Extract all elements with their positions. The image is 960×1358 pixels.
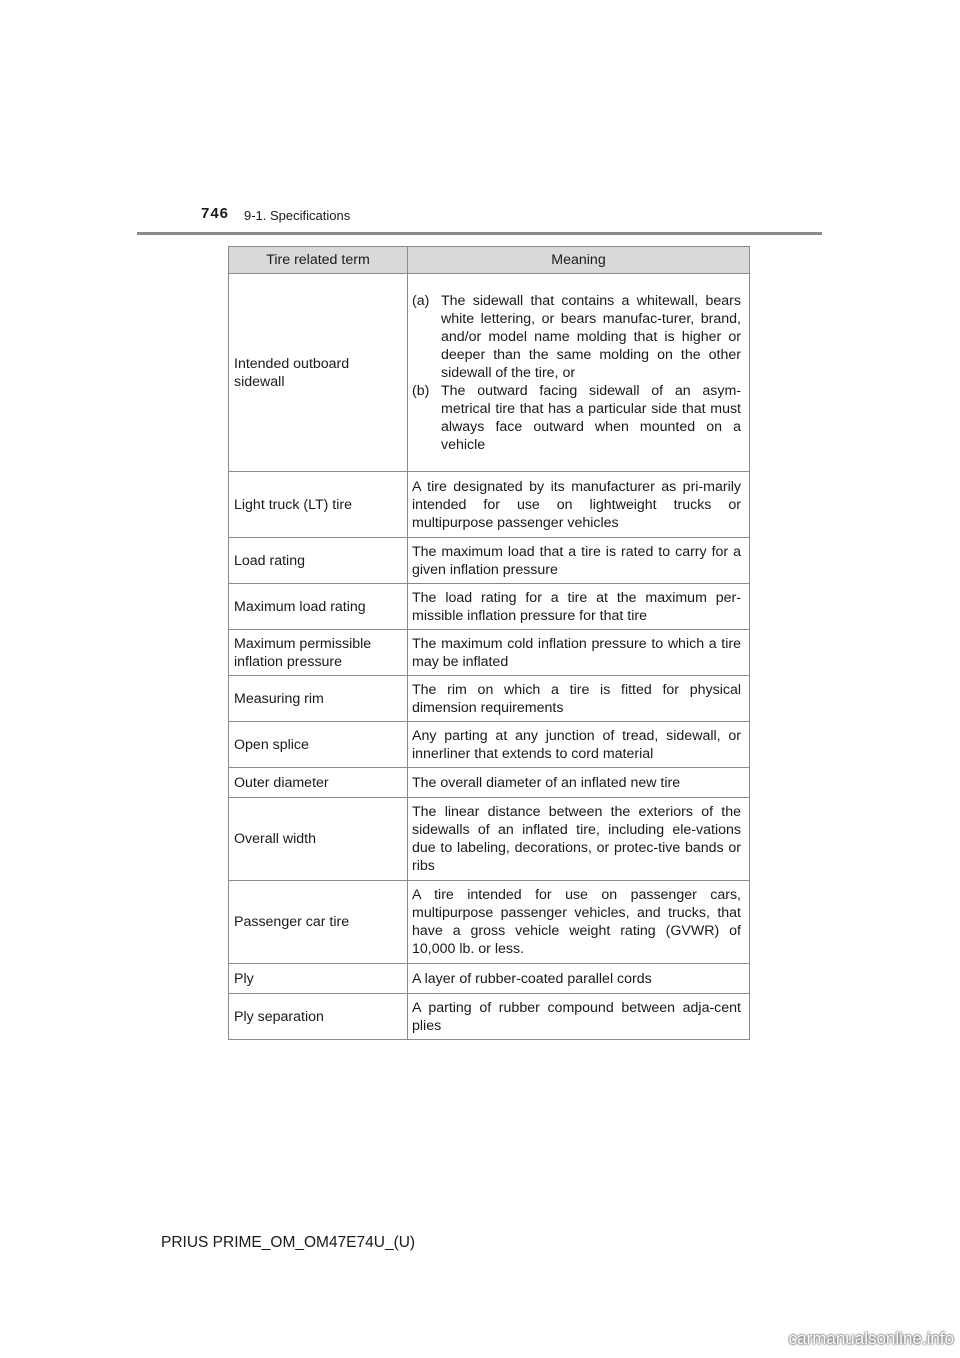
table-row: [229, 768, 750, 798]
meaning-cell: The linear distance between the exteriors of the sidewalls of an inflated tire, including ele-vations due to labeling, decorations, or protec-tive bands or ribs: [408, 798, 750, 881]
header-divider: [137, 232, 822, 235]
term-cell: Light truck (LT) tire: [229, 472, 408, 538]
table-row: [229, 994, 750, 1040]
list-marker: (b): [412, 382, 430, 399]
meaning-cell: The overall diameter of an inflated new tire: [408, 768, 750, 798]
meaning-cell: The load rating for a tire at the maximum per-missible inflation pressure for that tire: [408, 584, 750, 630]
table-row: [229, 676, 750, 722]
list-marker: (a): [412, 292, 430, 309]
page-number: 746: [201, 205, 230, 222]
meaning-cell: A tire designated by its manufacturer as pri-marily intended for use on lightweight trucks or multipurpose passenger vehicles: [408, 472, 750, 538]
term-cell: Measuring rim: [229, 676, 408, 722]
watermark: carmanualsonline.info: [788, 1329, 954, 1348]
list-item: [412, 292, 741, 382]
term-cell: Passenger car tire: [229, 881, 408, 964]
meaning-cell: [408, 274, 750, 472]
tire-terms-table: [228, 246, 750, 1040]
table-row: [229, 881, 750, 964]
meaning-cell: The maximum load that a tire is rated to carry for a given inflation pressure: [408, 538, 750, 584]
list-item: [412, 382, 741, 454]
term-cell: Open splice: [229, 722, 408, 768]
term-cell: Intended outboard sidewall: [229, 274, 408, 472]
table-row: [229, 964, 750, 994]
table-row: [229, 722, 750, 768]
column-header-term: Tire related term: [229, 247, 408, 274]
table-row: [229, 630, 750, 676]
term-cell: Ply separation: [229, 994, 408, 1040]
meaning-cell: A parting of rubber compound between adja-cent plies: [408, 994, 750, 1040]
table-row: [229, 538, 750, 584]
term-cell: Maximum permissible inflation pressure: [229, 630, 408, 676]
meaning-cell: Any parting at any junction of tread, sidewall, or innerliner that extends to cord material: [408, 722, 750, 768]
term-cell: Outer diameter: [229, 768, 408, 798]
table-row: [229, 472, 750, 538]
term-cell: Overall width: [229, 798, 408, 881]
column-header-meaning: Meaning: [408, 247, 750, 274]
table-header-row: [229, 247, 750, 274]
term-cell: Maximum load rating: [229, 584, 408, 630]
meaning-cell: The maximum cold inflation pressure to which a tire may be inflated: [408, 630, 750, 676]
table-row: [229, 274, 750, 472]
list-item-text: The outward facing sidewall of an asym-metrical tire that has a particular side that must always face outward when mounted on a vehicle: [441, 382, 741, 453]
term-cell: Load rating: [229, 538, 408, 584]
document-code: PRIUS PRIME_OM_OM47E74U_(U): [161, 1234, 416, 1251]
meaning-cell: The rim on which a tire is fitted for physical dimension requirements: [408, 676, 750, 722]
meaning-cell: A tire intended for use on passenger cars, multipurpose passenger vehicles, and trucks, that have a gross vehicle weight rating (GVWR) of 10,000 lb. or less.: [408, 881, 750, 964]
term-cell: Ply: [229, 964, 408, 994]
list-item-text: The sidewall that contains a whitewall, bears white lettering, or bears manufac-turer, brand, and/or model name molding that is higher or deeper than the same molding on the other sidewall of the tire, or: [441, 292, 741, 381]
section-title: 9-1. Specifications: [244, 208, 351, 223]
table-row: [229, 584, 750, 630]
table-row: [229, 798, 750, 881]
meaning-list: [412, 292, 741, 454]
meaning-cell: A layer of rubber-coated parallel cords: [408, 964, 750, 994]
